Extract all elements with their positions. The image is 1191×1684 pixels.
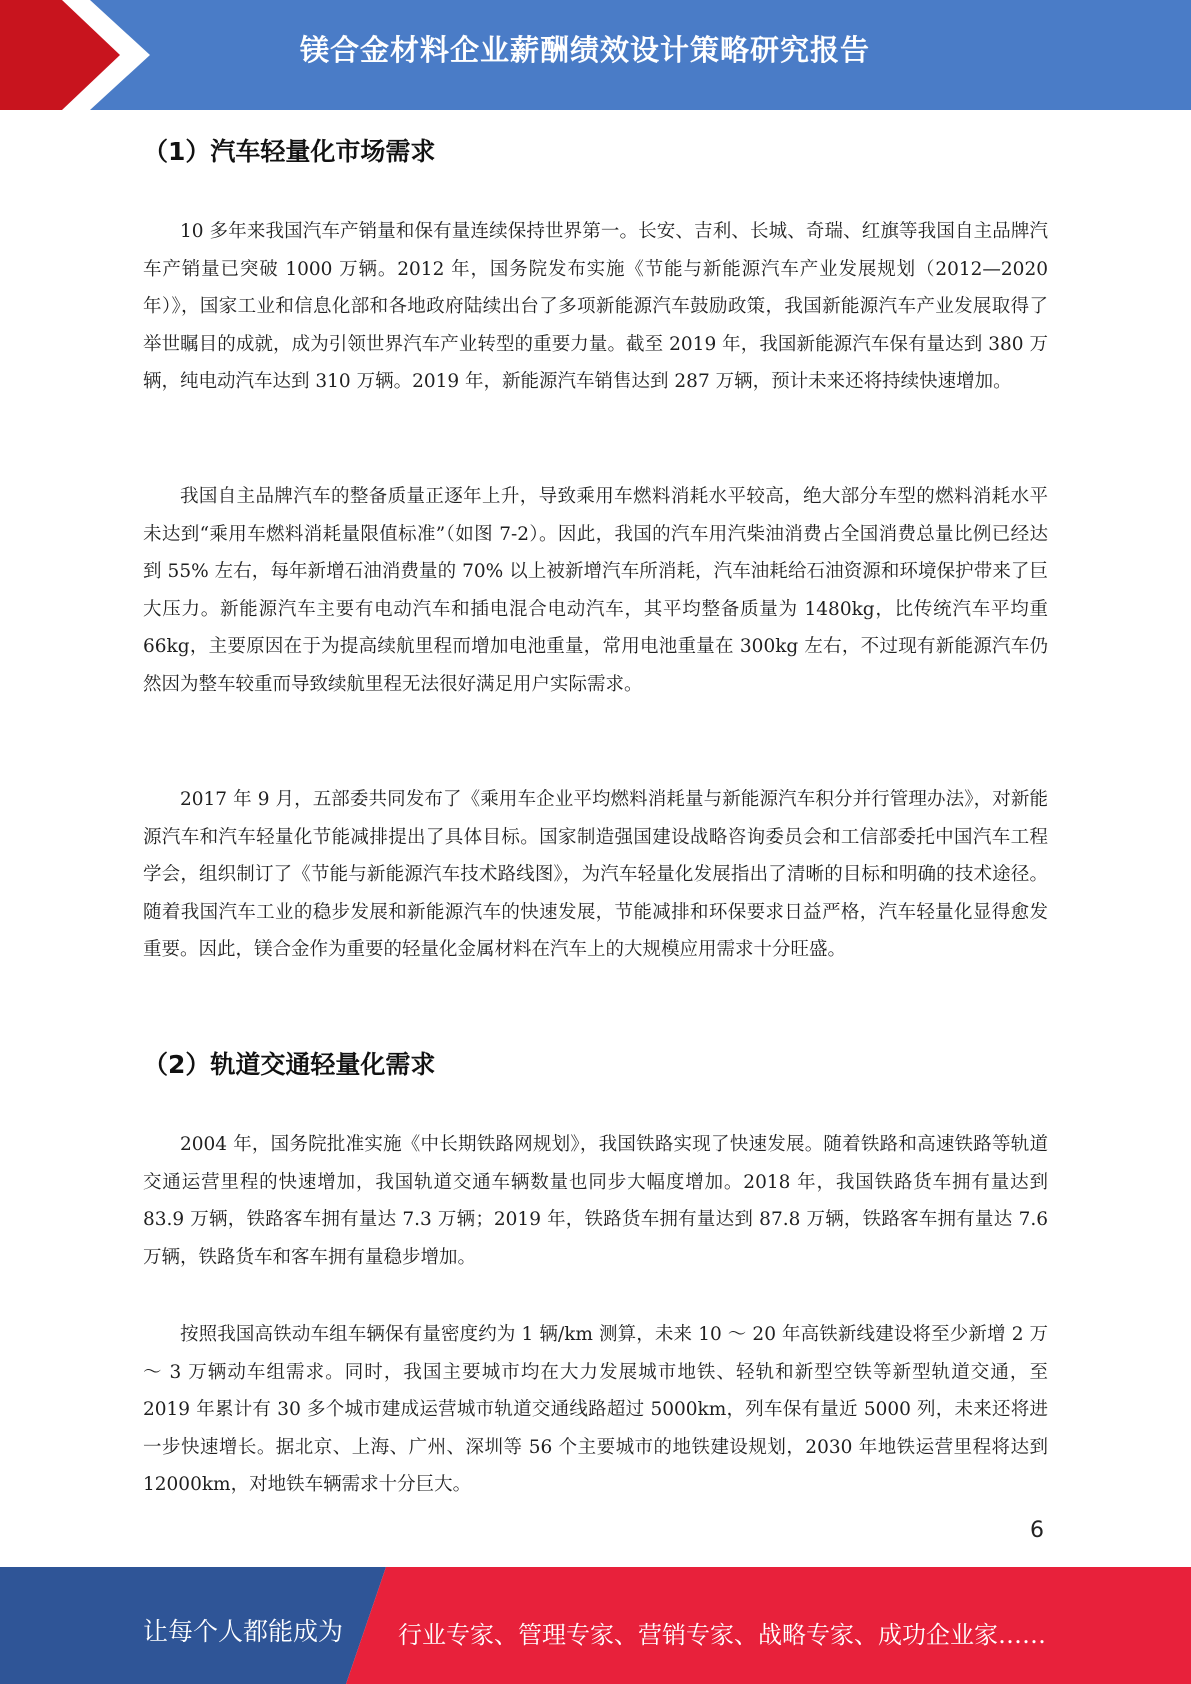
paragraph: 按照我国高铁动车组车辆保有量密度约为 1 辆/km 测算，未来 10 ～ 20 年高铁新线建设将至少新增 2 万～ 3 万辆动车组需求。同时，我国主要城市均在大力发展城市地铁、轻轨和新型空铁等新型轨道交通，至 2019 年累计有 30 多个城市建成运营城市轨道交通线路超过 5000km，列车保有量近 5000 列，未来还将进一步快速增长。据北京、上海、广州、深圳等 56 个主要城市的地铁建设规划，2030 年地铁运营里程将达到 12000km，对地铁车辆需求十分巨大。 [143,1324,1048,1495]
footer-slogan-left: 让每个人都能成为 [143,1617,344,1646]
section-heading-automotive: （1）汽车轻量化市场需求 [143,137,436,166]
paragraph: 10 多年来我国汽车产销量和保有量连续保持世界第一。长安、吉利、长城、奇瑞、红旗等我国自主品牌汽车产销量已突破 1000 万辆。2012 年，国务院发布实施《节能与新能源汽车产业发展规划（2012—2020 年）》，国家工业和信息化部和各地政府陆续出台了多项新能源汽车鼓励政策，我国新能源汽车产业发展取得了举世瞩目的成就，成为引领世界汽车产业转型的重要力量。截至 2019 年，我国新能源汽车保有量达到 380 万辆，纯电动汽车达到 310 万辆。2019 年，新能源汽车销售达到 287 万辆，预计未来还将持续快速增加。 [143,221,1048,392]
paragraph: 2017 年 9 月，五部委共同发布了《乘用车企业平均燃料消耗量与新能源汽车积分并行管理办法》，对新能源汽车和汽车轻量化节能减排提出了具体目标。国家制造强国建设战略咨询委员会和工信部委托中国汽车工程学会，组织制订了《节能与新能源汽车技术路线图》，为汽车轻量化发展指出了清晰的目标和明确的技术途径。随着我国汽车工业的稳步发展和新能源汽车的快速发展，节能减排和环保要求日益严格，汽车轻量化显得愈发重要。因此，镁合金作为重要的轻量化金属材料在汽车上的大规模应用需求十分旺盛。 [143,789,1048,960]
paragraph: 我国自主品牌汽车的整备质量正逐年上升，导致乘用车燃料消耗水平较高，绝大部分车型的燃料消耗水平未达到“乘用车燃料消耗量限值标准”（如图 7-2）。因此，我国的汽车用汽柴油消费占全国消费总量比例已经达到 55% 左右，每年新增石油消费量的 70% 以上被新增汽车所消耗，汽车油耗给石油资源和环境保护带来了巨大压力。新能源汽车主要有电动汽车和插电混合电动汽车，其平均整备质量为 1480kg，比传统汽车平均重 66kg，主要原因在于为提高续航里程而增加电池重量，常用电池重量在 300kg 左右，不过现有新能源汽车仍然因为整车较重而导致续航里程无法很好满足用户实际需求。 [143,486,1048,695]
page-number: 6 [1030,1518,1044,1543]
section-heading-rail: （2）轨道交通轻量化需求 [143,1050,436,1079]
footer-slogan-right: 行业专家、管理专家、营销专家、战略专家、成功企业家…… [398,1621,1046,1649]
paragraph: 2004 年，国务院批准实施《中长期铁路网规划》，我国铁路实现了快速发展。随着铁路和高速铁路等轨道交通运营里程的快速增加，我国轨道交通车辆数量也同步大幅度增加。2018 年，我国铁路货车拥有量达到 83.9 万辆，铁路客车拥有量达 7.3 万辆；2019 年，铁路货车拥有量达到 87.8 万辆，铁路客车拥有量达 7.6 万辆，铁路货车和客车拥有量稳步增加。 [143,1134,1048,1268]
document-title: 镁合金材料企业薪酬绩效设计策略研究报告 [300,33,871,67]
page-header [0,0,1191,110]
page-footer [0,1567,1191,1684]
